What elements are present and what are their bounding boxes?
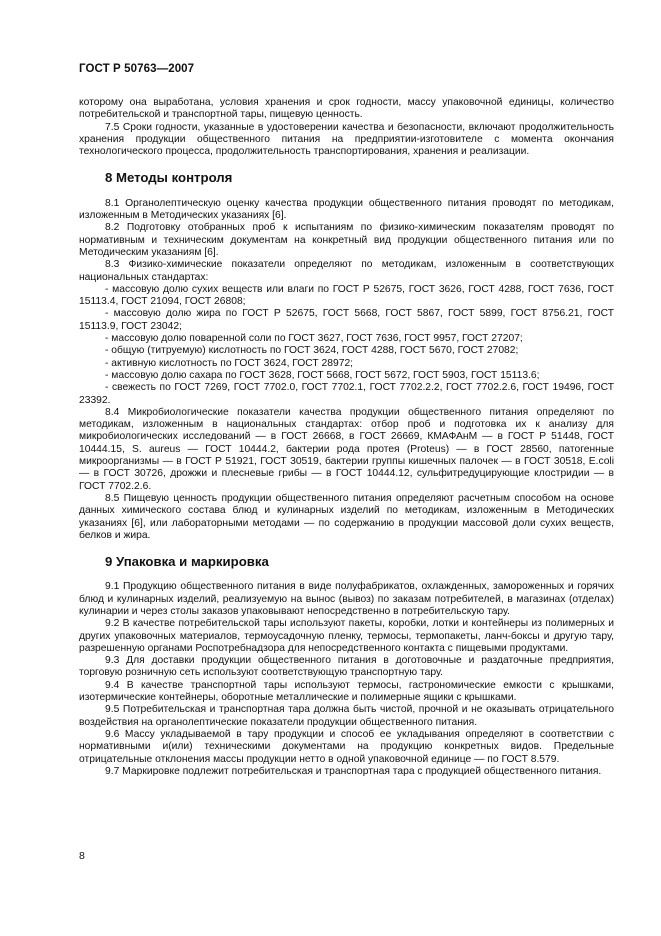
- list-item-active-acidity: - активную кислотность по ГОСТ 3624, ГОСТ 28972;: [105, 357, 354, 369]
- paragraph-8-4: 8.4 Микробиологические показатели качества продукции общественного питания определяют по методикам, изложенным в национальных стандартах: отбор проб и подготовка их к анализу для микробиологических исследований — в ГОСТ 26668, в ГОСТ 26669, КМАФАнМ — в ГОСТ Р 51448, ГОСТ 10444.15, S. aureus — ГОСТ 10444.2, бактерии рода протея (Proteus) — в ГОСТ 28560, патогенные микроорганизмы — в ГОСТ Р 51921, ГОСТ 30519, бактерии группы кишечных палочек — в ГОСТ 30518, E.coli — в ГОСТ 30726, дрожжи и плесневые грибы — в ГОСТ 10444.12, сульфитредуцирующие клостридии — в ГОСТ 7702.2.6.: [79, 406, 614, 492]
- document-code-header: ГОСТ Р 50763—2007: [79, 63, 195, 75]
- list-item-sugar: - массовую долю сахара по ГОСТ 3628, ГОСТ 5668, ГОСТ 5672, ГОСТ 5903, ГОСТ 15113.6;: [105, 369, 540, 381]
- paragraph-9-3: 9.3 Для доставки продукции общественного питания в доготовочные и раздаточные предприятия, торговую розничную сеть используют соответствующую транспортную тару.: [79, 655, 614, 679]
- paragraph-8-5: 8.5 Пищевую ценность продукции общественного питания определяют расчетным способом на основе данных химического состава блюд и кулинарных изделий по методикам, изложенным в Методических указаниях [6], или лабораторными методами — по содержанию в продукции массовой доли сухих веществ, белков и жира.: [79, 492, 614, 541]
- paragraph-8-3: 8.3 Физико-химические показатели определяют по методикам, изложенным в соответствующих национальных стандартах:: [79, 259, 614, 283]
- paragraph-7-5: 7.5 Сроки годности, указанные в удостоверении качества и безопасности, включают продолжительность хранения продукции общественного питания на предприятии-изготовителе с момента окончания технологического процесса, продолжительность транспортирования, хранения и реализации.: [79, 121, 614, 158]
- paragraph-9-7: 9.7 Маркировке подлежит потребительская и транспортная тара с продукцией общественного питания.: [105, 765, 602, 777]
- section-9-title: 9 Упаковка и маркировка: [105, 554, 269, 570]
- list-item-salt: - массовую долю поваренной соли по ГОСТ 3627, ГОСТ 7636, ГОСТ 9957, ГОСТ 27207;: [105, 333, 523, 345]
- paragraph-continuation: которому она выработана, условия хранения и срок годности, массу упаковочной единицы, количество потребительской и транспортной тары, пищевую ценность.: [79, 97, 614, 121]
- paragraph-9-2: 9.2 В качестве потребительской тары используют пакеты, коробки, лотки и контейнеры из полимерных и других упаковочных материалов, термоусадочную пленку, термосы, термопакеты, ланч-боксы и другую тару, разрешенную органами Роспотребнадзора для непосредственного контакта с пищевыми продуктами.: [79, 618, 614, 654]
- paragraph-9-5: 9.5 Потребительская и транспортная тара должна быть чистой, прочной и не оказывать отрицательного воздействия на органолептические показатели продукции общественного питания.: [79, 704, 614, 728]
- paragraph-8-2: 8.2 Подготовку отобранных проб к испытаниям по физико-химическим показателям проводят по нормативным и техническим документам на конкретный вид продукции общественного питания или по Методическим указаниям [6].: [79, 222, 614, 258]
- page-number: 8: [79, 850, 85, 862]
- list-item-fat: - массовую долю жира по ГОСТ Р 52675, ГОСТ 5668, ГОСТ 5867, ГОСТ 5899, ГОСТ 8756.21, ГОСТ 15113.9, ГОСТ 23042;: [79, 308, 614, 332]
- paragraph-9-1: 9.1 Продукцию общественного питания в виде полуфабрикатов, охлажденных, замороженных и горячих блюд и кулинарных изделий, реализуемую на вынос (вывоз) по заказам потребителей, в магазинах (отделах) кулинарии и через столы заказов упаковывают непосредственно в потребительскую тару.: [79, 581, 614, 617]
- list-item-dry-matter: - массовую долю сухих веществ или влаги по ГОСТ Р 52675, ГОСТ 3626, ГОСТ 4288, ГОСТ 7636, ГОСТ 15113.4, ГОСТ 21094, ГОСТ 26808;: [79, 283, 614, 308]
- section-8-title: 8 Методы контроля: [105, 170, 233, 186]
- paragraph-9-4: 9.4 В качестве транспортной тары используют термосы, гастрономические емкости с крышками, изотермические контейнеры, оборотные металлические и полимерные ящики с крышками.: [79, 679, 614, 704]
- document-body: [79, 97, 614, 778]
- paragraph-8-1: 8.1 Органолептическую оценку качества продукции общественного питания проводят по методикам, изложенным в Методических указаниях [6].: [79, 197, 614, 222]
- paragraph-9-6: 9.6 Массу укладываемой в тару продукции и способ ее укладывания определяют в соответствии с нормативными и(или) техническими документами на продукцию конкретных видов. Предельные отрицательные отклонения массы продукции нетто в одной упаковочной единице — по ГОСТ 8.579.: [79, 728, 614, 765]
- list-item-freshness: - свежесть по ГОСТ 7269, ГОСТ 7702.0, ГОСТ 7702.1, ГОСТ 7702.2.2, ГОСТ 7702.2.6, ГОСТ 19496, ГОСТ 23392.: [79, 382, 614, 406]
- list-item-acidity: - общую (титруемую) кислотность по ГОСТ 3624, ГОСТ 4288, ГОСТ 5670, ГОСТ 27082;: [105, 345, 519, 357]
